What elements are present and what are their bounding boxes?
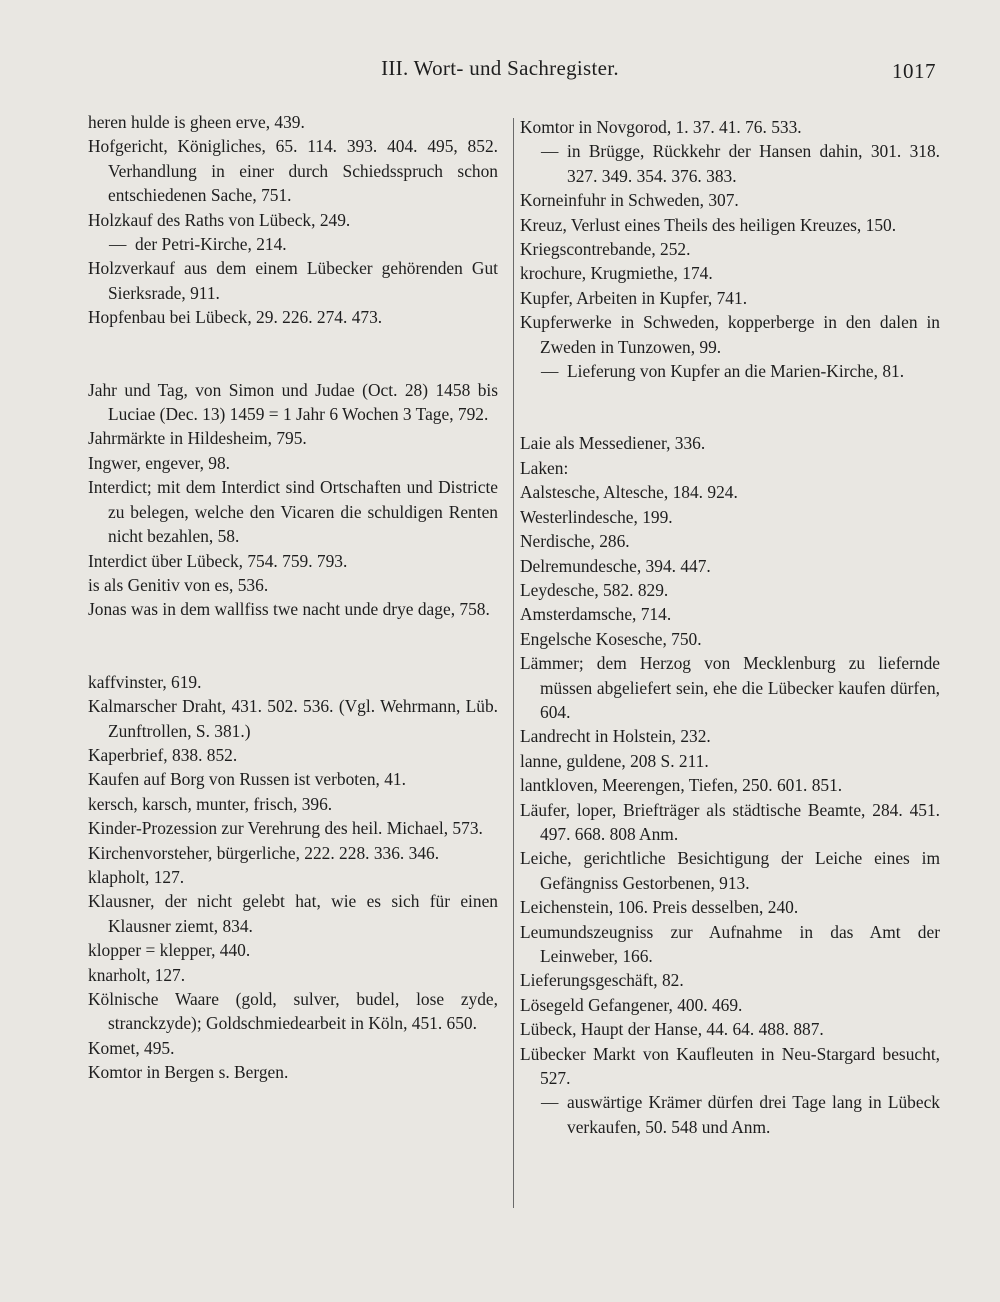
index-entry: Laken: <box>520 457 569 478</box>
index-entry: Komtor in Novgorod, 1. 37. 41. 76. 533. <box>520 117 802 137</box>
index-subentry: Delremundesche, 394. 447. <box>520 555 711 576</box>
index-subentry: Aalstesche, Altesche, 184. 924. <box>520 482 738 503</box>
index-entry: Leichenstein, 106. Preis desselben, 240. <box>520 897 799 918</box>
index-entry: Ingwer, engever, 98. <box>88 452 231 473</box>
index-entry: Lübecker Markt von Kaufleuten in Neu-Stargard besucht, 527. <box>520 1043 940 1089</box>
index-subentry <box>520 359 940 383</box>
index-entry: Jahrmärkte in Hildesheim, 795. <box>88 428 307 449</box>
index-entry: Komtor in Bergen s. Bergen. <box>88 1062 289 1083</box>
index-entry: lantkloven, Meerengen, Tiefen, 250. 601. 851. <box>520 775 843 796</box>
index-entry: Kriegscontrebande, 252. <box>520 239 691 260</box>
dash-mark: — <box>109 234 127 255</box>
index-entry: Lösegeld Gefangener, 400. 469. <box>520 994 743 1015</box>
index-entry: Jahr und Tag, von Simon und Judae (Oct. 28) 1458 bis Luciae (Dec. 13) 1459 = 1 Jahr 6 Wochen 3 Tage, 792. <box>88 379 498 425</box>
page-number: 1017 <box>892 59 936 83</box>
subentry-text: auswärtige Krämer dürfen drei Tage lang in Lübeck verkaufen, 50. 548 und Anm. <box>567 1092 940 1137</box>
right-column <box>520 115 940 1139</box>
index-entry: krochure, Krugmiethe, 174. <box>520 263 713 284</box>
index-entry: Kalmarscher Draht, 431. 502. 536. (Vgl. Wehrmann, Lüb. Zunftrollen, S. 381.) <box>88 696 498 741</box>
index-entry: is als Genitiv von es, 536. <box>88 574 269 595</box>
section-gap <box>88 330 498 378</box>
index-entry: Holzverkauf aus dem einem Lübecker gehörenden Gut Sierksrade, 911. <box>88 258 498 303</box>
dash-mark: — <box>541 361 559 382</box>
index-subentry: Nerdische, 286. <box>520 531 630 552</box>
index-entry: Lämmer; dem Herzog von Mecklenburg zu liefernde müssen abgeliefert sein, ehe die Lübecker kaufen dürfen, 604. <box>520 653 940 722</box>
index-entry: Kaperbrief, 838. 852. <box>88 744 238 765</box>
index-entry: Landrecht in Holstein, 232. <box>520 726 711 747</box>
index-entry: Kreuz, Verlust eines Theils des heiligen Kreuzes, 150. <box>520 214 897 235</box>
index-entry: Kölnische Waare (gold, sulver, budel, lose zyde, stranckzyde); Goldschmiedearbeit in Köln, 451. 650. <box>88 989 498 1034</box>
index-entry: Komet, 495. <box>88 1037 175 1058</box>
index-entry: klapholt, 127. <box>88 866 185 887</box>
index-entry: lanne, guldene, 208 S. 211. <box>520 750 709 771</box>
index-entry: Leiche, gerichtliche Besichtigung der Leiche eines im Gefängniss Gestorbenen, 913. <box>520 848 940 893</box>
index-subentry: Amsterdamsche, 714. <box>520 604 672 625</box>
index-entry: Holzkauf des Raths von Lübeck, 249. <box>88 209 351 230</box>
index-entry: Hopfenbau bei Lübeck, 29. 226. 274. 473. <box>88 307 383 328</box>
index-entry: Kirchenvorsteher, bürgerliche, 222. 228. 336. 346. <box>88 842 440 863</box>
index-entry: Laie als Messediener, 336. <box>520 433 706 454</box>
index-entry: Kupfer, Arbeiten in Kupfer, 741. <box>520 287 748 308</box>
section-gap <box>520 383 940 431</box>
column-divider <box>513 118 514 1208</box>
index-subentry <box>88 232 498 256</box>
index-entry: Läufer, loper, Briefträger als städtische Beamte, 284. 451. 497. 668. 808 Anm. <box>520 799 940 844</box>
dash-mark: — <box>541 1092 559 1113</box>
running-title: III. Wort- und Sachregister. <box>381 56 619 80</box>
index-entry: Lieferungsgeschäft, 82. <box>520 970 684 991</box>
index-entry: Jonas was in dem wallfiss twe nacht unde drye dage, 758. <box>88 599 490 620</box>
index-entry: Kaufen auf Borg von Russen ist verboten, 41. <box>88 769 406 790</box>
index-entry: Hofgericht, Königliches, 65. 114. 393. 404. 495, 852. Verhandlung in einer durch Schiedsspruch schon entschiedenen Sache, 751. <box>88 136 498 206</box>
index-entry: klopper = klepper, 440. <box>88 940 251 961</box>
subentry-text: in Brügge, Rückkehr der Hansen dahin, 301. 318. 327. 349. 354. 376. 383. <box>567 141 940 186</box>
dash-mark: — <box>541 141 559 162</box>
index-entry: Lübeck, Haupt der Hanse, 44. 64. 488. 887. <box>520 1019 824 1040</box>
index-entry: knarholt, 127. <box>88 964 186 985</box>
index-entry: Klausner, der nicht gelebt hat, wie es sich für einen Klausner ziemt, 834. <box>88 891 498 936</box>
index-entry: Korneinfuhr in Schweden, 307. <box>520 190 739 211</box>
index-subentry <box>520 139 940 188</box>
index-entry: kersch, karsch, munter, frisch, 396. <box>88 793 333 814</box>
index-entry: Interdict; mit dem Interdict sind Ortschaften und Districte zu belegen, welche den Vicaren die schuldigen Renten nicht bezahlen, 58. <box>88 477 498 547</box>
left-column <box>88 110 498 1085</box>
index-entry: Interdict über Lübeck, 754. 759. 793. <box>88 550 348 571</box>
subentry-text: Lieferung von Kupfer an die Marien-Kirche, 81. <box>567 361 905 382</box>
index-subentry: Westerlindesche, 199. <box>520 506 673 527</box>
index-subentry: Engelsche Kosesche, 750. <box>520 628 702 649</box>
subentry-text: der Petri-Kirche, 214. <box>135 234 287 255</box>
section-gap <box>88 622 498 670</box>
index-entry: kaffvinster, 619. <box>88 671 202 692</box>
index-subentry: Leydesche, 582. 829. <box>520 579 669 600</box>
index-entry: Kinder-Prozession zur Verehrung des heil. Michael, 573. <box>88 818 483 839</box>
index-entry: Kupferwerke in Schweden, kopperberge in den dalen in Zweden in Tunzowen, 99. <box>520 312 940 357</box>
index-subentry <box>520 1090 940 1139</box>
index-entry: heren hulde is gheen erve, 439. <box>88 112 305 132</box>
index-entry: Leumundszeugniss zur Aufnahme in das Amt der Leinweber, 166. <box>520 921 940 966</box>
